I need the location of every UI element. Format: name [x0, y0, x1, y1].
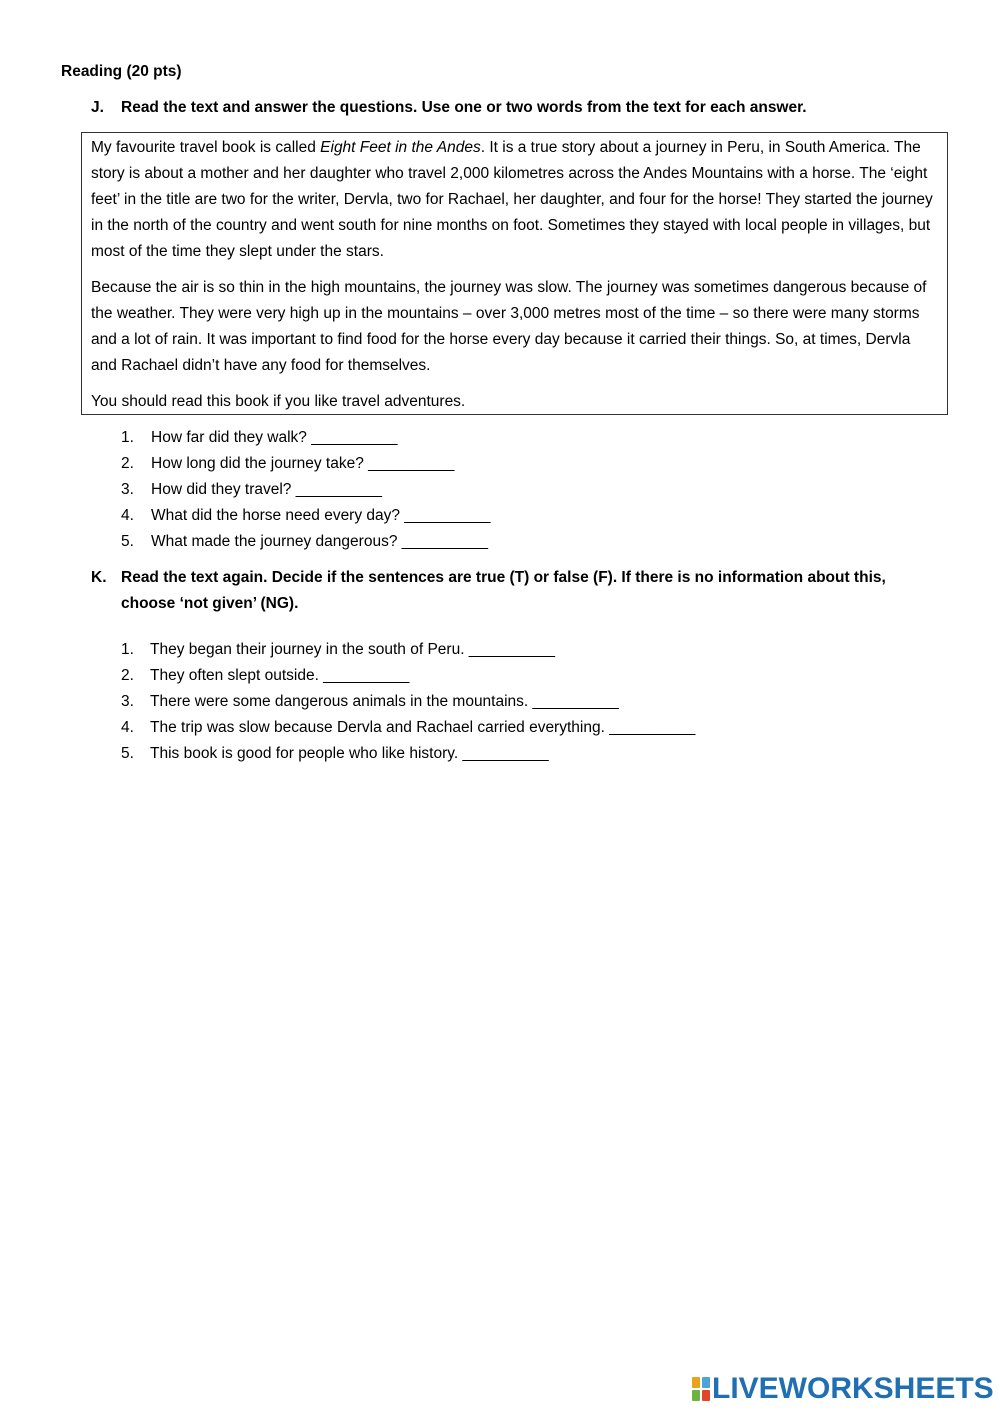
section-k-letter: K. [91, 569, 107, 586]
passage-paragraph-3: You should read this book if you like travel adventures. [91, 393, 466, 410]
brand-name: LIVEWORKSHEETS [712, 1372, 994, 1405]
question-item[interactable]: 3. How did they travel? __________ [121, 481, 382, 498]
statement-item[interactable]: 5. This book is good for people who like history. __________ [121, 745, 549, 762]
liveworksheets-logo-icon [692, 1377, 710, 1401]
section-j-instruction [91, 95, 941, 121]
liveworksheets-brand [692, 1374, 994, 1404]
question-item[interactable]: 2. How long did the journey take? __________ [121, 455, 455, 472]
book-title: Eight Feet in the Andes [320, 139, 481, 156]
statement-item[interactable]: 4. The trip was slow because Dervla and Rachael carried everything. __________ [121, 719, 696, 736]
question-item[interactable]: 4. What did the horse need every day? __________ [121, 507, 491, 524]
statement-item[interactable]: 3. There were some dangerous animals in the mountains. __________ [121, 693, 619, 710]
section-k-statements [121, 637, 695, 767]
section-j-letter: J. [91, 99, 104, 116]
section-j-questions [121, 425, 491, 555]
statement-item[interactable]: 1. They began their journey in the south of Peru. __________ [121, 641, 556, 658]
question-item[interactable]: 1. How far did they walk? __________ [121, 429, 398, 446]
passage-paragraph-1: My favourite travel book is called Eight Feet in the Andes. It is a true story about a journey in Peru, in South America. The story is about a mother and her daughter who travel 2,000 kilometres across the Andes Mountains with a horse. The ‘eight feet’ in the title are two for the writer, Dervla, two for Rachael, her daughter, and four for the horse! They started the journey in the north of the country and went south for nine months on foot. Sometimes they stayed with local people in villages, but most of the time they slept under the stars. [91, 139, 933, 260]
section-j-text: Read the text and answer the questions. Use one or two words from the text for each answer. [121, 99, 807, 116]
statement-item[interactable]: 2. They often slept outside. __________ [121, 667, 410, 684]
section-k-text: Read the text again. Decide if the sentences are true (T) or false (F). If there is no information about this, choose ‘not given’ (NG). [121, 569, 886, 612]
reading-passage [81, 132, 948, 415]
section-k-instruction [91, 565, 941, 617]
page-title: Reading (20 pts) [61, 63, 182, 80]
question-item[interactable]: 5. What made the journey dangerous? __________ [121, 533, 488, 550]
passage-paragraph-2: Because the air is so thin in the high mountains, the journey was slow. The journey was sometimes dangerous because of the weather. They were very high up in the mountains – over 3,000 metres most of the time – so there were many storms and a lot of rain. It was important to find food for the horse every day because it carried their things. So, at times, Dervla and Rachael didn’t have any food for themselves. [91, 279, 927, 374]
